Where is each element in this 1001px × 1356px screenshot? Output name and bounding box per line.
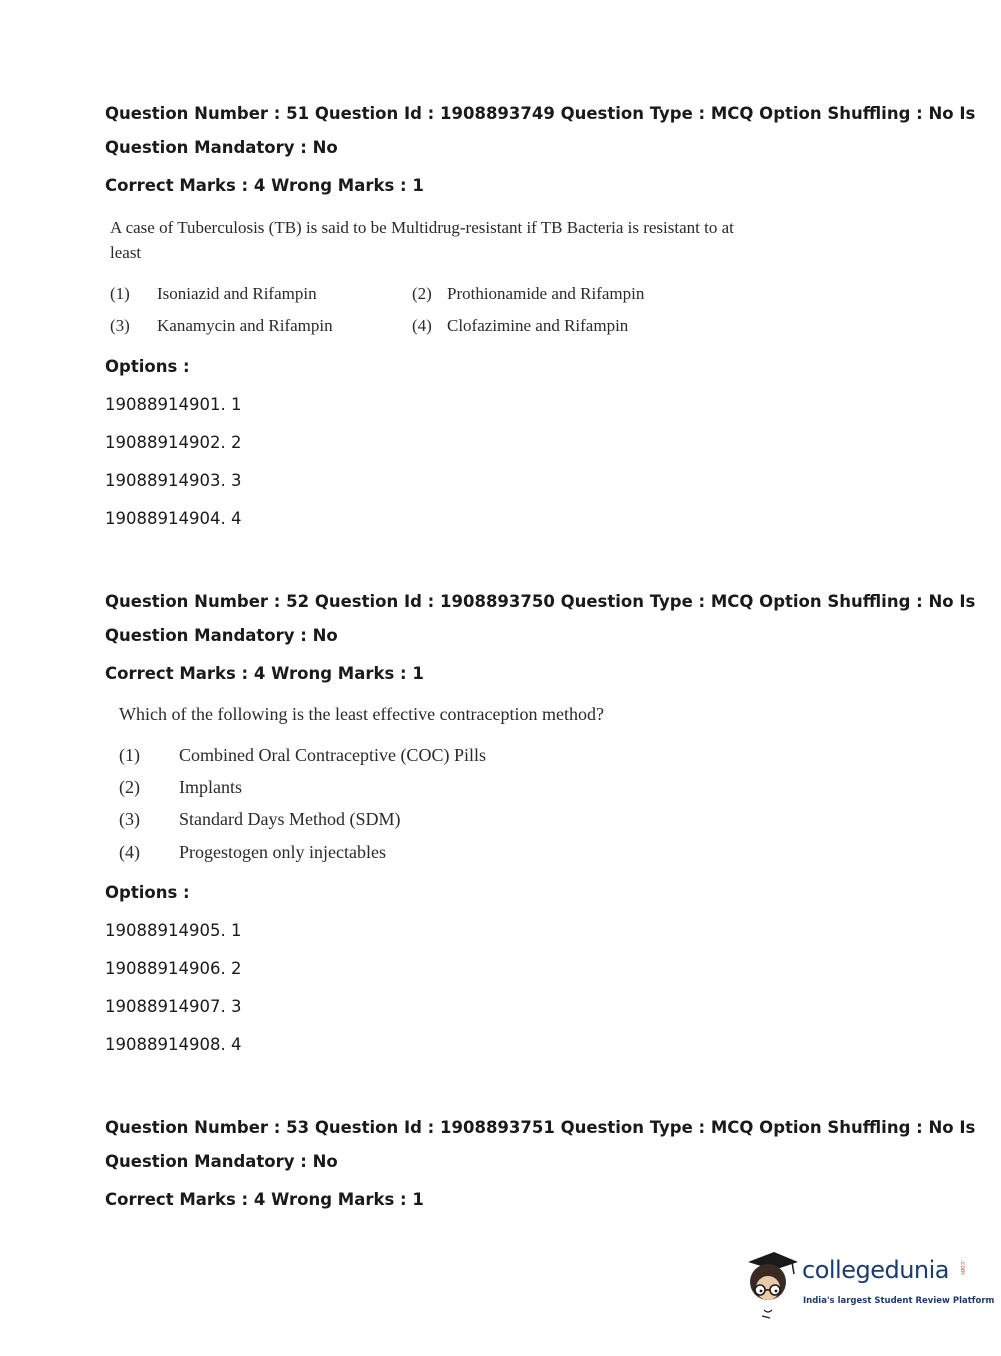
question-meta-line: Question Number : 52 Question Id : 1908893750 Question Type : MCQ Option Shuffling : No Is: [105, 592, 976, 611]
option-choice: 19088914903. 3: [105, 471, 242, 490]
answer-text: Kanamycin and Rifampin: [157, 316, 333, 335]
marks-line: Correct Marks : 4 Wrong Marks : 1: [105, 1190, 424, 1209]
answer-number: (2): [119, 777, 140, 797]
option-choice: 19088914901. 1: [105, 395, 242, 414]
answer-number: (4): [119, 842, 140, 862]
options-label: Options :: [105, 883, 190, 902]
answer-text: Standard Days Method (SDM): [179, 809, 401, 829]
answer-text: Progestogen only injectables: [179, 842, 386, 862]
logo-tagline: India's largest Student Review Platform: [803, 1296, 995, 1306]
option-choice: 19088914904. 4: [105, 509, 242, 528]
question-meta-line: Question Number : 53 Question Id : 1908893751 Question Type : MCQ Option Shuffling : No Is: [105, 1118, 976, 1137]
option-choice: 19088914908. 4: [105, 1035, 242, 1054]
answer-text: Implants: [179, 777, 242, 797]
answer-text: Clofazimine and Rifampin: [447, 316, 629, 335]
collegedunia-logo[interactable]: [740, 1248, 995, 1320]
question-mandatory-line: Question Mandatory : No: [105, 138, 338, 157]
question-mandatory-line: Question Mandatory : No: [105, 626, 338, 645]
answer-number: (2): [412, 284, 432, 303]
options-label: Options :: [105, 357, 190, 376]
answer-number: (1): [110, 284, 130, 303]
answer-number: (3): [119, 809, 140, 829]
marks-line: Correct Marks : 4 Wrong Marks : 1: [105, 176, 424, 195]
option-choice: 19088914902. 2: [105, 433, 242, 452]
answer-number: (4): [412, 316, 432, 335]
answer-number: (1): [119, 745, 140, 765]
question-mandatory-line: Question Mandatory : No: [105, 1152, 338, 1171]
logo-name: collegedunia: [802, 1256, 950, 1284]
answer-text: Combined Oral Contraceptive (COC) Pills: [179, 745, 486, 765]
answer-text: Prothionamide and Rifampin: [447, 284, 645, 303]
option-choice: 19088914905. 1: [105, 921, 242, 940]
option-choice: 19088914907. 3: [105, 997, 242, 1016]
question-text: A case of Tuberculosis (TB) is said to be Multidrug-resistant if TB Bacteria is resistant to at: [110, 218, 734, 237]
option-choice: 19088914906. 2: [105, 959, 242, 978]
question-meta: [105, 97, 976, 165]
question-meta-line: Question Number : 51 Question Id : 1908893749 Question Type : MCQ Option Shuffling : No Is: [105, 104, 976, 123]
question-meta: [105, 585, 976, 653]
question-meta: [105, 1111, 976, 1179]
logo-domain: .com: [959, 1260, 966, 1275]
answer-text: Isoniazid and Rifampin: [157, 284, 317, 303]
question-text-continued: least: [110, 243, 142, 262]
question-text: Which of the following is the least effective contraception method?: [119, 704, 604, 724]
mascot-icon: [740, 1248, 802, 1320]
marks-line: Correct Marks : 4 Wrong Marks : 1: [105, 664, 424, 683]
answer-number: (3): [110, 316, 130, 335]
